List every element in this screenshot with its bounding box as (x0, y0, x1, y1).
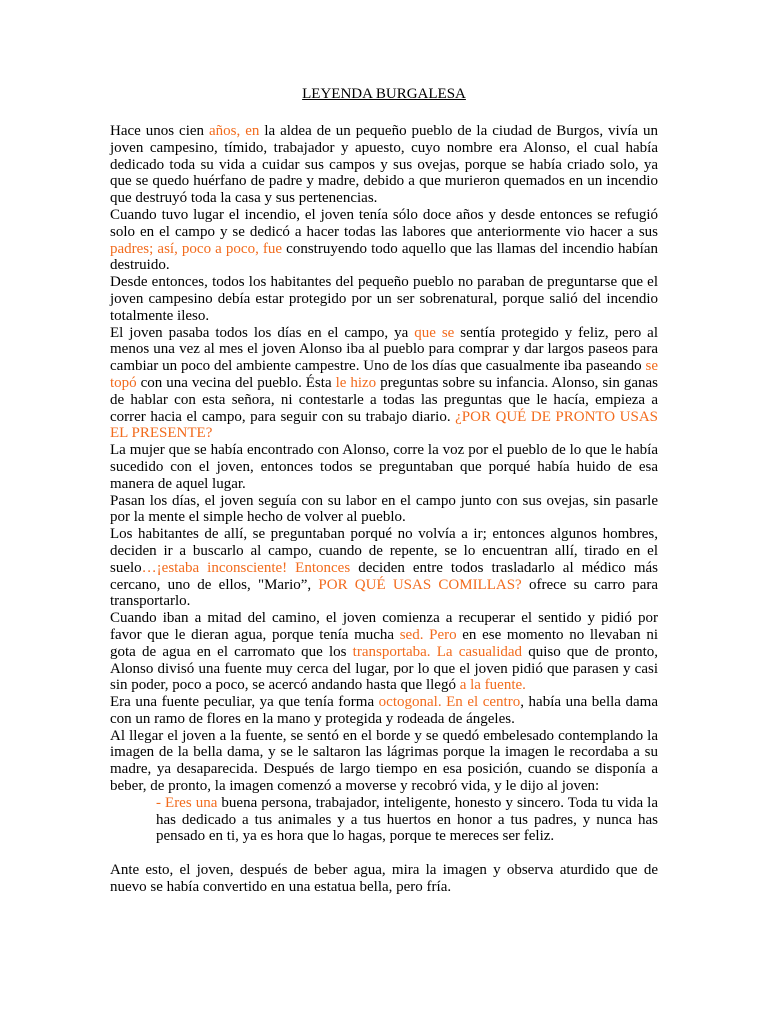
highlighted-correction: que se (414, 324, 455, 341)
highlighted-correction: - Eres una (156, 794, 218, 811)
highlighted-correction: se topó (110, 358, 658, 391)
paragraph-p11 (110, 795, 658, 845)
paragraph-p12 (110, 862, 658, 896)
highlighted-correction: años, en (209, 123, 260, 139)
paragraph-p10 (110, 728, 658, 795)
paragraph-p2 (110, 207, 658, 274)
text-run: buena persona, trabajador, inteligente, honesto y sincero. Toda tu vida la has dedicado a tus animales y a tus huertos en honor a tus padres, y nunca has pensado en ti, ya es hora que lo hagas, porque te mereces ser feliz. (156, 794, 658, 845)
text-run: El joven pasaba todos los días en el campo, ya (110, 324, 415, 341)
text-run: Era una fuente peculiar, ya que tenía forma (110, 694, 379, 711)
document-body (110, 123, 658, 896)
text-run: con una vecina del pueblo. Ésta (136, 374, 336, 391)
text-run: , había una bella dama con un ramo de flores en la mano y protegida y rodeada de ángeles. (110, 694, 659, 727)
text-run: Al llegar el joven a la fuente, se sentó en el borde y se quedó embelesado contemplando la imagen de la bella dama, y se le saltaron las lágrimas porque la imagen le recordaba a su madre, ya desaparecida. Después de largo tiempo en esa posición, cuando se disponía a beber, de pronto, la imagen comenzó a moverse y recobró vida, y le dijo al joven: (110, 727, 658, 795)
highlighted-correction: ¿POR QUÉ DE PRONTO USAS EL PRESENTE? (110, 408, 658, 442)
text-run: en ese momento no llevaban ni gota de agua en el carromato que los (110, 626, 658, 660)
text-run: sentía protegido y feliz, pero al menos una vez al mes el joven Alonso iba al pueblo para comprar y dar largos paseos para cambiar un poco del ambiente campestre. Uno de los días que casualmente iba paseando (110, 324, 658, 375)
highlighted-correction: octogonal. En el centro (378, 694, 521, 711)
highlighted-correction: a la fuente. (459, 677, 526, 694)
text-run: La mujer que se había encontrado con Alonso, corre la voz por el pueblo de lo que le había sucedido con el joven, entonces todos se preguntaban que porqué había huido de esa manera de aquel lugar. (110, 442, 658, 492)
paragraph-p1 (110, 123, 658, 207)
text-run: Pasan los días, el joven seguía con su labor en el campo junto con sus ovejas, sin pasarle por la mente el simple hecho de volver al pueblo. (110, 492, 658, 526)
highlighted-correction: padres; así, poco a poco, fue (110, 240, 283, 257)
text-run: quiso que de pronto, Alonso divisó una fuente muy cerca del lugar, por lo que el joven pidió que parasen y casi sin poder, poco a poco, se acercó andando hasta que llegó (110, 643, 658, 694)
paragraph-p7 (110, 526, 658, 610)
highlighted-correction: le hizo (335, 374, 377, 391)
document-title: LEYENDA BURGALESA (302, 86, 466, 102)
text-run: Ante esto, el joven, después de beber agua, mira la imagen y observa aturdido que de nuevo se había convertido en una estatua bella, pero fría. (110, 862, 658, 896)
text-run: Cuando iban a mitad del camino, el joven comienza a recuperar el sentido y pidió por favor que le dieran agua, porque tenía mucha (110, 610, 658, 643)
paragraph-p3 (110, 274, 658, 324)
text-run: preguntas sobre su infancia. Alonso, sin ganas de hablar con esta señora, ni contestarle a todas las preguntas que le hacía, empieza a correr hacia el campo, para seguir con su trabajo diario. (110, 374, 658, 425)
text-run: ofrece su carro para transportarlo. (110, 576, 659, 610)
paragraph-p6 (110, 493, 658, 527)
text-run: Cuando tuvo lugar el incendio, el joven tenía sólo doce años y desde entonces se refugió solo en el campo y se dedicó a hacer todas las labores que anteriormente vio hacer a sus (110, 206, 658, 240)
text-run: la aldea de un pequeño pueblo de la ciudad de Burgos, vivía un joven campesino, tímido, trabajador y apuesto, cuyo nombre era Alonso, el cual había dedicado toda su vida a cuidar sus campos y sus ovejas, porque se había criado solo, ya que se quedo huérfano de padre y madre, debido a que murieron quemados en un incendio que destruyó toda la casa y sus pertenencias. (110, 123, 658, 207)
highlighted-correction: sed. Pero (399, 626, 457, 643)
text-run: Los habitantes de allí, se preguntaban porqué no volvía a ir; entonces algunos hombres, deciden ir a buscarlo al campo, cuando de repente, se lo encuentran allí, tirado en el suelo (110, 526, 658, 576)
text-run: Hace unos cien (110, 123, 209, 139)
paragraph-p8 (110, 610, 658, 694)
paragraph-p9 (110, 694, 658, 728)
text-run: Desde entonces, todos los habitantes del pequeño pueblo no paraban de preguntarse que el joven campesino debía estar protegido por un ser sobrenatural, porque salió del incendio totalmente ileso. (110, 274, 658, 324)
highlighted-correction: …¡estaba inconsciente! Entonces (141, 559, 351, 576)
highlighted-correction: POR QUÉ USAS COMILLAS? (318, 576, 522, 593)
text-run: construyendo todo aquello que las llamas del incendio habían destruido. (110, 240, 658, 274)
paragraph-p4 (110, 325, 658, 443)
paragraph-p5 (110, 442, 658, 492)
highlighted-correction: transportaba. La casualidad (352, 643, 523, 660)
paragraph-spacer (110, 845, 658, 862)
text-run: deciden entre todos trasladarlo al médico más cercano, uno de ellos, "Mario”, (110, 559, 658, 593)
document-page (110, 84, 658, 896)
